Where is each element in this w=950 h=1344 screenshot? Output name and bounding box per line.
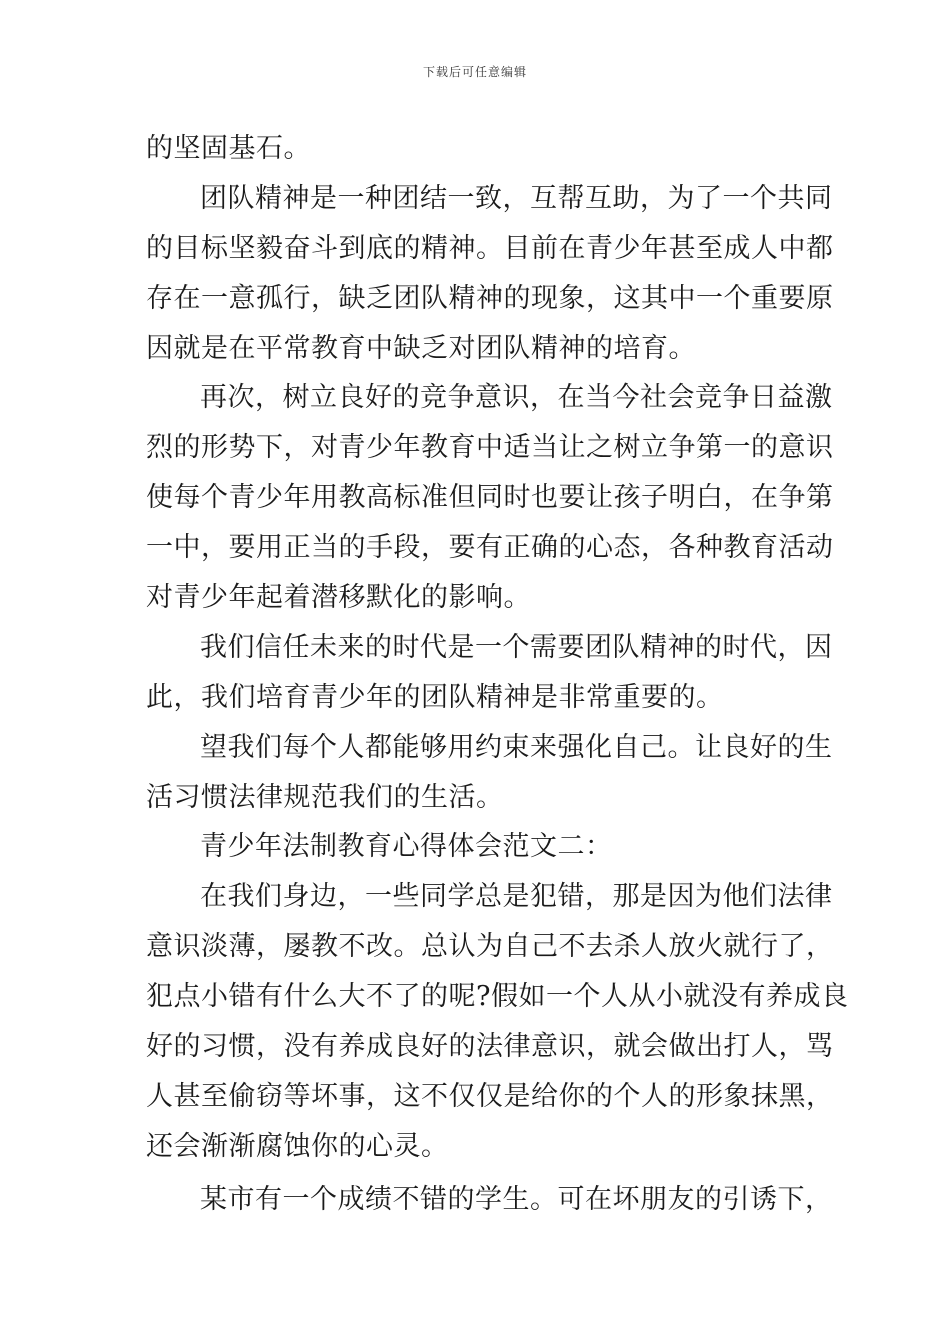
text-line: 一中，要用正当的手段，要有正确的心态，各种教育活动 xyxy=(146,532,834,564)
text-line: 使每个青少年用教高标准但同时也要让孩子明白，在争第 xyxy=(146,482,834,514)
text-line: 团队精神是一种团结一致，互帮互助，为了一个共同 xyxy=(200,182,833,214)
text-line: 我们信任未来的时代是一个需要团队精神的时代，因 xyxy=(200,631,833,663)
document-body xyxy=(146,124,849,1225)
text-line: 的坚固基石。 xyxy=(146,133,311,164)
text-line: 犯点小错有什么大不了的呢?假如一个人从小就没有养成良 xyxy=(146,981,849,1013)
text-line: 在我们身边，一些同学总是犯错，那是因为他们法律 xyxy=(200,881,833,913)
text-line: 再次，树立良好的竞争意识，在当今社会竞争日益激 xyxy=(200,382,833,414)
text-line: 烈的形势下，对青少年教育中适当让之树立争第一的意识 xyxy=(146,432,834,464)
text-line: 望我们每个人都能够用约束来强化自己。让良好的生 xyxy=(200,731,833,763)
text-line: 活习惯法律规范我们的生活。 xyxy=(146,781,504,813)
section-heading: 青少年法制教育心得体会范文二： xyxy=(200,831,613,863)
text-line: 某市有一个成绩不错的学生。可在坏朋友的引诱下， xyxy=(200,1183,833,1215)
text-line: 人甚至偷窃等坏事，这不仅仅是给你的个人的形象抹黑， xyxy=(146,1080,834,1112)
text-line: 存在一意孤行，缺乏团队精神的现象，这其中一个重要原 xyxy=(146,282,834,314)
text-line: 意识淡薄，屡教不改。总认为自己不去杀人放火就行了， xyxy=(146,931,834,963)
page-header: 下载后可任意编辑 xyxy=(422,65,527,79)
text-line: 此，我们培育青少年的团队精神是非常重要的。 xyxy=(146,681,724,713)
text-line: 的目标坚毅奋斗到底的精神。目前在青少年甚至成人中都 xyxy=(146,232,834,264)
text-line: 因就是在平常教育中缺乏对团队精神的培育。 xyxy=(146,332,696,364)
text-line: 还会渐渐腐蚀你的心灵。 xyxy=(146,1130,449,1162)
text-line: 对青少年起着潜移默化的影响。 xyxy=(146,582,531,614)
text-line: 好的习惯，没有养成良好的法律意识，就会做出打人，骂 xyxy=(146,1031,834,1063)
